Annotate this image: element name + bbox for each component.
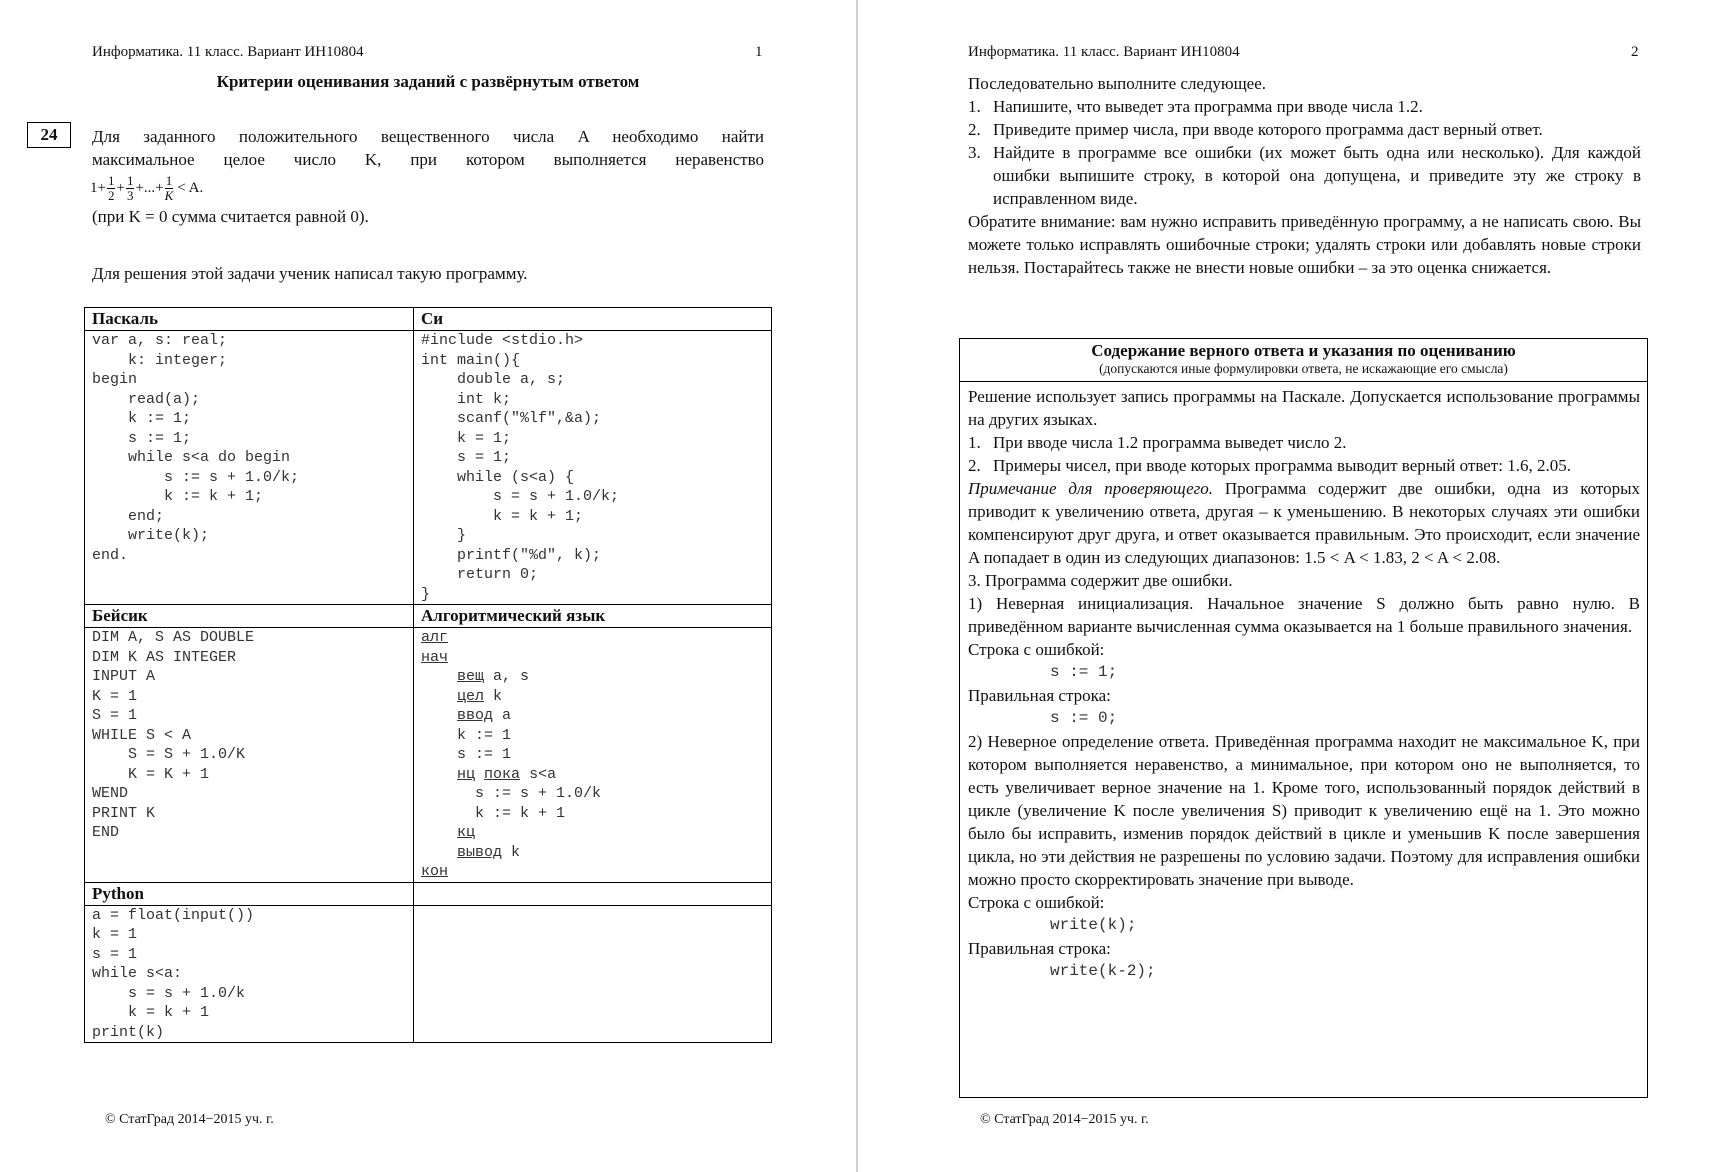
code-line: k := k + 1;: [92, 488, 264, 505]
algo-keyword: нач: [421, 648, 449, 666]
page-number: 1: [755, 44, 763, 60]
code-line: #include <stdio.h>: [421, 332, 584, 349]
algo-code-text: k := 1: [457, 726, 512, 744]
step-text: Найдите в программе все ошибки (их может быть одна или несколько). Для каждой ошибки выпишите строку, в которой она допущена, и приведите эту же строку в исправленном виде.: [993, 143, 1641, 208]
basic-code-block: [92, 628, 413, 843]
answer-number: 2.: [968, 456, 981, 475]
code-line: k = 1;: [421, 429, 512, 447]
answer-box-header: [960, 339, 1647, 382]
instructions: [968, 72, 1641, 279]
python-code-block: [92, 906, 413, 1043]
formula-part: < A.: [177, 179, 204, 196]
reviewer-remark: [968, 477, 1640, 569]
algo-keyword: алг: [421, 629, 449, 646]
algo-code-text: s := s + 1.0/k: [475, 785, 602, 802]
code-line: end;: [92, 507, 165, 525]
code-line: s = 1;: [421, 449, 512, 466]
code-line: s := s + 1.0/k;: [92, 468, 300, 486]
algo-code-text: k: [484, 687, 503, 705]
code-line: s = 1: [92, 945, 138, 963]
answer-text: Примеры чисел, при вводе которых программа выводит верный ответ: 1.6, 2.05.: [993, 456, 1571, 475]
fraction-denominator: K: [164, 187, 174, 203]
instructions-intro: Последовательно выполните следующее.: [968, 74, 1267, 93]
code-line: while (s<a) {: [421, 468, 575, 486]
page-footer: © СтатГрад 2014−2015 уч. г.: [105, 1112, 274, 1127]
c-code-block: [421, 331, 771, 604]
answer-text: При вводе числа 1.2 программа выведет число 2.: [993, 433, 1347, 452]
code-line: read(a);: [92, 390, 201, 408]
code-line: a = float(input()): [92, 906, 255, 924]
error-line-label: Строка с ошибкой:: [968, 640, 1105, 659]
problem-note: (при K = 0 сумма считается равной 0).: [92, 207, 369, 226]
algo-code-text: a, s: [484, 668, 530, 685]
page-header: Информатика. 11 класс. Вариант ИН10804: [968, 44, 1240, 60]
remark-label: Примечание для проверяющего.: [968, 479, 1214, 498]
algo-keyword: цел: [457, 687, 485, 705]
code-line: int k;: [421, 390, 512, 408]
algo-keyword: ввод: [457, 707, 494, 724]
step-item: [968, 118, 1641, 141]
step-item: [968, 141, 1641, 210]
code-line: while s<a:: [92, 965, 183, 982]
algo-code: [414, 628, 772, 883]
code-line: k = k + 1: [92, 1004, 210, 1021]
steps-list: [968, 95, 1641, 210]
code-line: WEND: [92, 785, 129, 802]
error-2-description: 2) Неверное определение ответа. Приведённая программа находит не максимальное K, при котором выполняется неравенство, а минимальное, при котором оно не выполняется, то есть увеличивает верное значение на 1. Кроме того, использованный порядок действий в цикле (увеличение K после увеличения S) приводит к увеличению ещё на 1. Это можно было бы исправить, изменив порядок действий в цикле и уменьшив K после завершения цикла, но эти действия не разрешены по условию задачи. Поэтому для исправления ошибки можно просто скорректировать значение при выводе.: [968, 732, 1640, 889]
answer-box-subtitle: (допускаются иные формулировки ответа, не искажающие его смысла): [1099, 361, 1508, 376]
code-line: K = 1: [92, 687, 138, 705]
algo-code-text: k := k + 1: [475, 804, 566, 822]
page-number: 2: [1631, 44, 1639, 60]
algo-keyword: пока: [484, 765, 521, 783]
algo-keyword: кон: [421, 863, 449, 880]
algo-code-text: k: [502, 843, 521, 861]
formula-part: +: [116, 179, 125, 196]
code-line: PRINT K: [92, 804, 156, 822]
answer-box-title: Содержание верного ответа и указания по оцениванию: [1091, 341, 1516, 360]
code-line: END: [92, 824, 120, 841]
code-line: var a, s: real;: [92, 332, 228, 349]
problem-line-1: Для заданного положительного вещественного числа A необходимо найти: [92, 127, 764, 146]
code-line: begin: [92, 371, 138, 388]
answer-box: [959, 338, 1648, 1098]
code-line: s = s + 1.0/k: [92, 984, 246, 1002]
algo-code-text: s<a: [520, 765, 557, 783]
pascal-code-block: [92, 331, 413, 565]
page-footer: © СтатГрад 2014−2015 уч. г.: [980, 1112, 1149, 1127]
page-title: Критерии оценивания заданий с развёрнутым ответом: [216, 72, 640, 91]
code-line: }: [421, 527, 467, 544]
error-1-code: s := 1;: [1050, 663, 1118, 681]
algo-code-text: a: [493, 707, 512, 724]
empty-header-cell: [414, 882, 772, 905]
code-line: S = 1: [92, 707, 138, 724]
pascal-code: [85, 331, 414, 605]
error-1-description: 1) Неверная инициализация. Начальное значение S должно быть равно нулю. В приведённом варианте вычисленная сумма оказывается на 1 больше правильного значения.: [968, 594, 1640, 636]
code-line: s = s + 1.0/k;: [421, 488, 620, 505]
code-line: print(k): [92, 1023, 165, 1041]
c-code: [414, 331, 772, 605]
basic-header: Бейсик: [85, 605, 414, 628]
error-line-label: Строка с ошибкой:: [968, 893, 1105, 912]
correct-line-label: Правильная строка:: [968, 686, 1111, 705]
formula-part: +...+: [135, 179, 164, 196]
code-line: int main(){: [421, 351, 521, 369]
formula-part: 1+: [90, 179, 106, 196]
page-header: Информатика. 11 класс. Вариант ИН10804: [92, 44, 364, 60]
algo-code-text: s := 1: [457, 746, 512, 763]
code-line: INPUT A: [92, 668, 156, 685]
problem-line-2: максимальное целое число K, при котором выполняется неравенство: [92, 150, 764, 169]
code-line: k = 1: [92, 926, 138, 943]
step-number: 3.: [968, 143, 981, 162]
algo-keyword: нц: [457, 765, 476, 783]
program-table: [84, 307, 772, 1043]
step-text: Напишите, что выведет эта программа при вводе числа 1.2.: [993, 97, 1423, 116]
c-header: Си: [414, 308, 772, 331]
fraction-numerator: 1: [107, 172, 115, 188]
code-line: scanf("%lf",&a);: [421, 410, 602, 427]
fraction-numerator: 1: [165, 172, 173, 188]
algo-code-block: [421, 628, 771, 882]
step-item: [968, 95, 1641, 118]
code-line: k: integer;: [92, 351, 228, 369]
answer-box-body: [960, 382, 1647, 983]
code-line: DIM K AS INTEGER: [92, 648, 237, 666]
code-line: write(k);: [92, 527, 210, 544]
solution-intro: Решение использует запись программы на Паскале. Допускается использование программы на других языках.: [968, 387, 1640, 429]
task-number-badge: 24: [27, 122, 71, 148]
code-line: DIM A, S AS DOUBLE: [92, 629, 255, 646]
fraction-numerator: 1: [126, 172, 134, 188]
page-2: [858, 0, 1710, 1172]
algo-keyword: кц: [457, 824, 476, 841]
python-code: [85, 905, 414, 1043]
code-line: end.: [92, 546, 129, 564]
fix-1-code: s := 0;: [1050, 709, 1118, 727]
error-2-code: write(k);: [1050, 916, 1137, 934]
step-number: 1.: [968, 97, 981, 116]
problem-statement: [92, 125, 764, 228]
fraction-denominator: 3: [126, 187, 134, 203]
code-line: k := 1;: [92, 410, 192, 427]
code-line: WHILE S < A: [92, 726, 192, 744]
code-line: double a, s;: [421, 371, 566, 388]
inequality-formula: [90, 171, 764, 205]
algo-keyword: вывод: [457, 843, 503, 861]
code-line: K = K + 1: [92, 765, 210, 783]
attention-note: Обратите внимание: вам нужно исправить приведённую программу, а не написать свою. Вы можете только исправлять ошибочные строки; удалять строки или добавлять новые строки нельзя. Постарайтесь также не внести новые ошибки – за это оценка снижается.: [968, 212, 1641, 277]
fix-2-code: write(k-2);: [1050, 962, 1156, 980]
answer-3: 3. Программа содержит две ошибки.: [968, 571, 1233, 590]
code-line: s := 1;: [92, 429, 192, 447]
code-line: }: [421, 585, 431, 603]
algo-keyword: вещ: [457, 668, 485, 685]
code-line: k = k + 1;: [421, 507, 584, 525]
algo-header: Алгоритмический язык: [414, 605, 772, 628]
python-header: Python: [85, 882, 414, 905]
code-line: while s<a do begin: [92, 449, 291, 466]
correct-line-label: Правильная строка:: [968, 939, 1111, 958]
remark-text: Программа содержит две ошибки, одна из которых приводит к увеличению ответа, другая – к уменьшению. В некоторых случаях эти ошибки компенсируют друг друга, и ответ оказывается правильным. Это происходит, если значение A попадает в один из следующих диапазонов: 1.5 < A < 1.83, 2 < A < 2.08.: [968, 479, 1640, 567]
answer-2: [968, 454, 1640, 477]
code-line: return 0;: [421, 566, 539, 583]
program-intro: Для решения этой задачи ученик написал такую программу.: [92, 264, 528, 283]
code-line: S = S + 1.0/K: [92, 746, 246, 763]
pascal-header: Паскаль: [85, 308, 414, 331]
fraction-denominator: 2: [107, 187, 115, 203]
step-number: 2.: [968, 120, 981, 139]
answer-1: [968, 431, 1640, 454]
fraction: [107, 174, 116, 203]
answer-number: 1.: [968, 433, 981, 452]
fraction: [126, 174, 135, 203]
basic-code: [85, 628, 414, 883]
step-text: Приведите пример числа, при вводе которого программа даст верный ответ.: [993, 120, 1543, 139]
code-line: printf("%d", k);: [421, 546, 602, 564]
empty-code-cell: [414, 905, 772, 1043]
fraction: [165, 174, 174, 203]
